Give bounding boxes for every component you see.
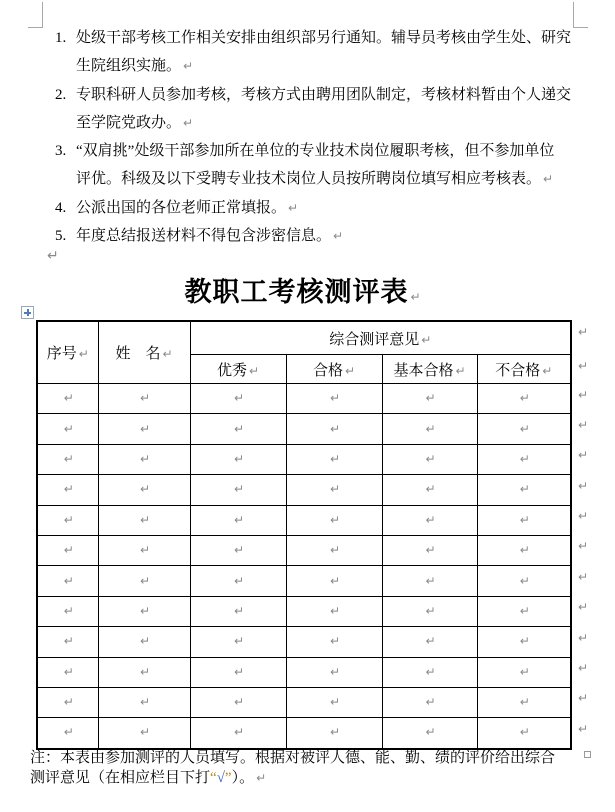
cell-end-mark: ↵ xyxy=(139,451,151,466)
list-number: 5. xyxy=(55,228,67,245)
page-title: 教职工考核测评表 xyxy=(184,277,409,307)
empty-cell[interactable] xyxy=(286,444,382,474)
cell-end-mark: ↵ xyxy=(139,664,151,679)
cell-end-mark: ↵ xyxy=(233,391,245,406)
cell-end-mark: ↵ xyxy=(519,391,530,406)
empty-cell[interactable] xyxy=(98,444,190,474)
empty-cell[interactable] xyxy=(286,505,382,535)
empty-cell[interactable] xyxy=(98,687,190,717)
empty-cell[interactable] xyxy=(382,414,477,444)
cell-end-mark: ↵ xyxy=(519,695,530,710)
empty-cell[interactable] xyxy=(477,627,571,657)
empty-cell[interactable] xyxy=(286,475,382,505)
table-move-handle[interactable] xyxy=(21,306,34,319)
empty-cell[interactable] xyxy=(477,687,571,717)
table-row xyxy=(37,657,571,687)
row-end-paragraph-mark: ↵ xyxy=(578,325,589,339)
cell-end-mark: ↵ xyxy=(139,603,151,618)
row-end-paragraph-mark: ↵ xyxy=(578,569,589,584)
empty-cell[interactable] xyxy=(98,718,190,749)
empty-cell[interactable] xyxy=(382,657,477,687)
cell-end-mark: ↵ xyxy=(329,543,341,558)
empty-cell[interactable] xyxy=(190,566,286,596)
empty-paragraph xyxy=(45,247,59,265)
paragraph-mark: ↵ xyxy=(183,59,194,74)
cell-end-mark: ↵ xyxy=(519,634,530,649)
empty-cell[interactable] xyxy=(37,718,98,749)
cell-end-mark: ↵ xyxy=(233,634,245,649)
cell-end-mark: ↵ xyxy=(425,664,436,679)
row-end-paragraph-mark: ↵ xyxy=(578,509,589,524)
list-item-text: 年度总结报送材料不得包含涉密信息。 ↵ xyxy=(76,228,344,245)
paragraph-mark: ↵ xyxy=(248,363,260,378)
header-cell-fail: 不合格 ↵ xyxy=(477,355,571,384)
paragraph-mark: ↵ xyxy=(162,347,173,361)
list-number: 2. xyxy=(55,86,67,103)
margin-crop-mark-top-right xyxy=(573,2,588,28)
empty-cell[interactable] xyxy=(37,384,98,414)
empty-cell[interactable] xyxy=(98,384,190,414)
cell-end-mark: ↵ xyxy=(63,451,74,466)
cell-end-mark: ↵ xyxy=(233,482,245,497)
table-header-row-1 xyxy=(37,321,571,355)
list-number: 1. xyxy=(55,30,67,46)
empty-cell[interactable] xyxy=(477,566,571,596)
paragraph-mark: ↵ xyxy=(47,248,59,264)
list-item-3 xyxy=(55,137,571,194)
cell-end-mark: ↵ xyxy=(63,543,74,558)
empty-cell[interactable] xyxy=(98,566,190,596)
cell-end-mark: ↵ xyxy=(63,695,74,710)
cell-end-mark: ↵ xyxy=(233,451,245,466)
row-end-paragraph-mark: ↵ xyxy=(578,448,589,463)
empty-cell[interactable] xyxy=(286,627,382,657)
empty-cell[interactable] xyxy=(477,505,571,535)
cell-end-mark: ↵ xyxy=(63,482,74,497)
cell-end-mark: ↵ xyxy=(139,725,151,740)
empty-cell[interactable] xyxy=(382,718,477,749)
paragraph-mark: ↵ xyxy=(333,229,344,244)
cell-end-mark: ↵ xyxy=(519,482,530,497)
empty-cell[interactable] xyxy=(477,596,571,626)
empty-cell[interactable] xyxy=(37,444,98,474)
empty-cell[interactable] xyxy=(382,535,477,565)
row-end-paragraph-mark: ↵ xyxy=(578,600,589,615)
empty-cell[interactable] xyxy=(477,414,571,444)
list-number: 4. xyxy=(55,199,67,216)
cell-end-mark: ↵ xyxy=(233,603,245,618)
check-mark: √ xyxy=(216,770,225,786)
row-end-paragraph-mark: ↵ xyxy=(578,478,589,493)
row-end-paragraph-mark: ↵ xyxy=(578,691,589,706)
quote-mark-open: “ xyxy=(210,770,217,786)
cell-end-mark: ↵ xyxy=(233,664,245,679)
cell-end-mark: ↵ xyxy=(425,725,436,740)
cell-end-mark: ↵ xyxy=(425,451,436,466)
cell-end-mark: ↵ xyxy=(139,573,151,588)
empty-cell[interactable] xyxy=(98,657,190,687)
empty-cell[interactable] xyxy=(190,596,286,626)
cell-end-mark: ↵ xyxy=(63,725,74,740)
table-row xyxy=(37,384,571,414)
notes-list xyxy=(55,24,571,250)
empty-cell[interactable] xyxy=(190,535,286,565)
cell-end-mark: ↵ xyxy=(63,634,74,649)
cell-end-mark: ↵ xyxy=(329,391,341,406)
table-row xyxy=(37,718,571,749)
list-item-text: “双肩挑”处级干部参加所在单位的专业技术岗位履职考核，但不参加单位 xyxy=(76,143,555,160)
empty-cell[interactable] xyxy=(286,718,382,749)
header-cell-opinion-group: 综合测评意见 ↵ xyxy=(190,321,571,355)
paragraph-mark: ↵ xyxy=(543,172,554,187)
cell-end-mark: ↵ xyxy=(233,725,245,740)
cell-end-mark: ↵ xyxy=(519,451,530,466)
cell-end-mark: ↵ xyxy=(425,421,436,436)
cell-end-mark: ↵ xyxy=(425,573,436,588)
row-end-paragraph-mark: ↵ xyxy=(578,417,589,432)
table-row xyxy=(37,627,571,657)
empty-cell[interactable] xyxy=(98,475,190,505)
table-row xyxy=(37,535,571,565)
row-end-paragraph-mark: ↵ xyxy=(578,721,589,736)
footnote xyxy=(30,748,590,788)
cell-end-mark: ↵ xyxy=(519,512,530,527)
cell-end-mark: ↵ xyxy=(233,573,245,588)
row-end-paragraph-mark: ↵ xyxy=(578,539,589,554)
cell-end-mark: ↵ xyxy=(139,421,151,436)
paragraph-mark: ↵ xyxy=(344,363,356,378)
empty-cell[interactable] xyxy=(477,718,571,749)
list-item-text: 生院组织实施。 ↵ xyxy=(76,58,194,75)
cell-end-mark: ↵ xyxy=(139,695,151,710)
table-row xyxy=(37,566,571,596)
empty-cell[interactable] xyxy=(286,535,382,565)
empty-cell[interactable] xyxy=(382,505,477,535)
empty-cell[interactable] xyxy=(382,596,477,626)
empty-cell[interactable] xyxy=(190,627,286,657)
empty-cell[interactable] xyxy=(286,384,382,414)
cell-end-mark: ↵ xyxy=(519,573,530,588)
empty-cell[interactable] xyxy=(37,596,98,626)
empty-cell[interactable] xyxy=(98,535,190,565)
empty-cell[interactable] xyxy=(286,657,382,687)
empty-cell[interactable] xyxy=(37,475,98,505)
table-row xyxy=(37,414,571,444)
cell-end-mark: ↵ xyxy=(519,603,530,618)
table-region xyxy=(36,320,596,750)
list-item-4 xyxy=(55,194,571,222)
margin-crop-mark-top-left xyxy=(28,2,43,28)
empty-cell[interactable] xyxy=(477,444,571,474)
cell-end-mark: ↵ xyxy=(425,391,436,406)
empty-cell[interactable] xyxy=(477,535,571,565)
empty-cell[interactable] xyxy=(477,384,571,414)
empty-cell[interactable] xyxy=(37,657,98,687)
cell-end-mark: ↵ xyxy=(425,482,436,497)
empty-cell[interactable] xyxy=(190,718,286,749)
cell-end-mark: ↵ xyxy=(63,421,74,436)
cell-end-mark: ↵ xyxy=(233,543,245,558)
empty-cell[interactable] xyxy=(37,414,98,444)
list-item-text: 公派出国的各位老师正常填报。 ↵ xyxy=(76,199,299,216)
cell-end-mark: ↵ xyxy=(519,421,530,436)
cell-end-mark: ↵ xyxy=(425,603,436,618)
empty-cell[interactable] xyxy=(37,566,98,596)
empty-cell[interactable] xyxy=(382,444,477,474)
cell-end-mark: ↵ xyxy=(139,512,151,527)
empty-cell[interactable] xyxy=(286,414,382,444)
title-row xyxy=(30,270,575,309)
empty-cell[interactable] xyxy=(37,505,98,535)
cell-end-mark: ↵ xyxy=(63,512,74,527)
header-cell-name: 姓 名 ↵ xyxy=(98,321,190,384)
empty-cell[interactable] xyxy=(382,566,477,596)
table-row xyxy=(37,444,571,474)
list-item-text: 评优。科级及以下受聘专业技术岗位人员按所聘岗位填写相应考核表。 ↵ xyxy=(76,171,554,188)
assessment-table xyxy=(36,320,572,750)
cell-end-mark: ↵ xyxy=(233,695,245,710)
empty-cell[interactable] xyxy=(382,384,477,414)
cell-end-mark: ↵ xyxy=(519,664,530,679)
paragraph-mark: ↵ xyxy=(78,347,89,361)
cell-end-mark: ↵ xyxy=(329,695,341,710)
list-item-text: 处级干部考核工作相关安排由组织部另行通知。辅导员考核由学生处、研究 xyxy=(76,30,572,46)
cell-end-mark: ↵ xyxy=(139,634,151,649)
empty-cell[interactable] xyxy=(37,687,98,717)
empty-cell[interactable] xyxy=(190,657,286,687)
cell-end-mark: ↵ xyxy=(329,482,341,497)
paragraph-mark: ↵ xyxy=(455,363,466,378)
paragraph-mark: ↵ xyxy=(542,363,553,378)
cell-end-mark: ↵ xyxy=(139,482,151,497)
empty-cell[interactable] xyxy=(286,566,382,596)
list-item-text: 专职科研人员参加考核，考核方式由聘用团队制定，考核材料暂由个人递交 xyxy=(76,86,572,103)
empty-cell[interactable] xyxy=(382,687,477,717)
empty-cell[interactable] xyxy=(382,627,477,657)
footnote-line-2: 测评意见（在相应栏目下打“√”）。 ↵ xyxy=(30,770,267,786)
row-end-paragraph-mark: ↵ xyxy=(578,358,589,373)
empty-cell[interactable] xyxy=(382,475,477,505)
table-row xyxy=(37,596,571,626)
table-row xyxy=(37,687,571,717)
row-end-paragraph-mark: ↵ xyxy=(578,387,589,402)
cell-end-mark: ↵ xyxy=(329,603,341,618)
cell-end-mark: ↵ xyxy=(519,543,530,558)
empty-cell[interactable] xyxy=(190,414,286,444)
empty-cell[interactable] xyxy=(190,475,286,505)
cell-end-mark: ↵ xyxy=(425,695,436,710)
cell-end-mark: ↵ xyxy=(233,512,245,527)
empty-cell[interactable] xyxy=(98,627,190,657)
empty-cell[interactable] xyxy=(37,535,98,565)
row-end-paragraph-mark: ↵ xyxy=(578,630,589,645)
empty-cell[interactable] xyxy=(98,505,190,535)
cell-end-mark: ↵ xyxy=(329,573,341,588)
empty-cell[interactable] xyxy=(37,627,98,657)
paragraph-mark: ↵ xyxy=(421,332,432,347)
table-row xyxy=(37,475,571,505)
cell-end-mark: ↵ xyxy=(233,421,245,436)
cell-end-mark: ↵ xyxy=(519,725,530,740)
cell-end-mark: ↵ xyxy=(329,664,341,679)
table-row xyxy=(37,505,571,535)
empty-cell[interactable] xyxy=(477,657,571,687)
list-item-5 xyxy=(55,222,571,250)
cell-end-mark: ↵ xyxy=(329,725,341,740)
quote-mark-close: ” xyxy=(224,770,232,786)
cell-end-mark: ↵ xyxy=(63,573,74,588)
paragraph-mark: ↵ xyxy=(256,771,267,785)
empty-cell[interactable] xyxy=(286,687,382,717)
cell-end-mark: ↵ xyxy=(329,634,341,649)
empty-cell[interactable] xyxy=(190,384,286,414)
cell-end-mark: ↵ xyxy=(329,421,341,436)
empty-cell[interactable] xyxy=(190,687,286,717)
list-item-1 xyxy=(55,24,571,81)
cell-end-mark: ↵ xyxy=(329,451,341,466)
assessment-table-body xyxy=(37,384,571,749)
header-cell-basic-pass: 基本合格 ↵ xyxy=(382,355,477,384)
header-cell-serial: 序号 ↵ xyxy=(37,321,98,384)
cell-end-mark: ↵ xyxy=(425,634,436,649)
empty-cell[interactable] xyxy=(98,596,190,626)
empty-cell[interactable] xyxy=(190,505,286,535)
cell-end-mark: ↵ xyxy=(139,543,151,558)
empty-cell[interactable] xyxy=(98,414,190,444)
empty-cell[interactable] xyxy=(477,475,571,505)
empty-cell[interactable] xyxy=(286,596,382,626)
paragraph-mark: ↵ xyxy=(183,115,194,130)
cell-end-mark: ↵ xyxy=(63,603,74,618)
header-cell-excellent: 优秀 ↵ xyxy=(190,355,286,384)
cell-end-mark: ↵ xyxy=(63,391,74,406)
list-item-text: 至学院党政办。 ↵ xyxy=(76,114,194,131)
paragraph-mark: ↵ xyxy=(410,290,421,304)
list-item-2 xyxy=(55,81,571,138)
list-number: 3. xyxy=(55,143,67,160)
row-end-paragraph-mark: ↵ xyxy=(578,661,589,676)
cell-end-mark: ↵ xyxy=(63,664,74,679)
paragraph-mark: ↵ xyxy=(288,200,299,215)
cell-end-mark: ↵ xyxy=(329,512,341,527)
footnote-line-1: 注：本表由参加测评的人员填写。根据对被评人德、能、勤、绩的评价给出综合 xyxy=(30,750,556,766)
cell-end-mark: ↵ xyxy=(425,512,436,527)
empty-cell[interactable] xyxy=(190,444,286,474)
cell-end-mark: ↵ xyxy=(139,391,151,406)
cell-end-mark: ↵ xyxy=(425,543,436,558)
header-cell-pass: 合格 ↵ xyxy=(286,355,382,384)
